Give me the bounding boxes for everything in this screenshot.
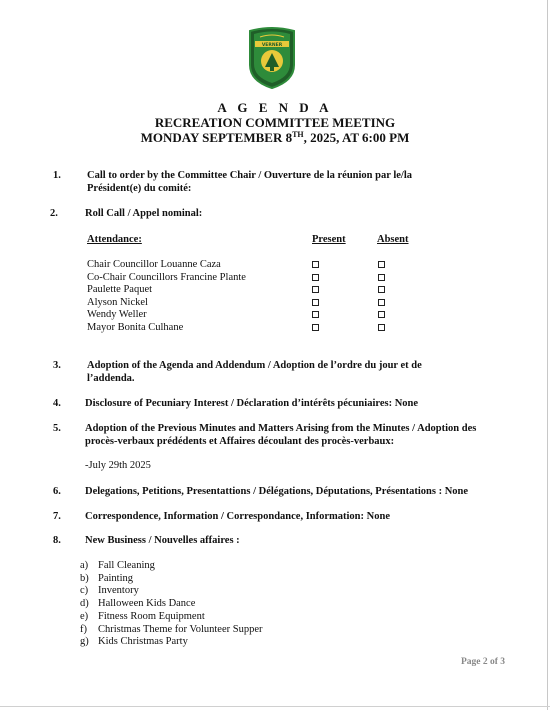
- present-checkbox[interactable]: [312, 261, 319, 268]
- present-checkbox[interactable]: [312, 299, 319, 306]
- item-3-text: Adoption of the Agenda and Addendum / Adoption de l’ordre du jour et de l’addenda.: [87, 360, 422, 384]
- member-name: Wendy Weller: [87, 309, 147, 320]
- list-item: g) Kids Christmas Party: [80, 636, 188, 648]
- item-6-number: 6.: [53, 486, 61, 497]
- attendance-row: [87, 309, 407, 322]
- member-name: Mayor Bonita Culhane: [87, 321, 184, 333]
- item-1-text: Call to order by the Committee Chair / Ouverture de la réunion par le/la Président(e) du comité:: [87, 170, 412, 194]
- item-7-number: 7.: [53, 511, 61, 522]
- attendance-label: Attendance:: [87, 234, 142, 245]
- item-7-text: Correspondence, Information / Correspondance, Information: None: [85, 511, 390, 522]
- absent-checkbox[interactable]: [378, 261, 385, 268]
- meeting-date: MONDAY SEPTEMBER 8TH, 2025, AT 6:00 PM: [140, 130, 410, 145]
- item-6-text: Delegations, Petitions, Presentattions / Délégations, Députations, Présentations : None: [85, 486, 469, 497]
- absent-checkbox[interactable]: [378, 274, 385, 281]
- item-4-number: 4.: [53, 398, 61, 409]
- present-checkbox[interactable]: [312, 274, 319, 281]
- absent-checkbox[interactable]: [378, 324, 385, 331]
- list-item: f) Christmas Theme for Volunteer Supper: [80, 623, 263, 635]
- list-item: b) Painting: [80, 572, 134, 584]
- municipal-crest-logo: [248, 25, 296, 89]
- item-5-text: Adoption of the Previous Minutes and Matters Arising from the Minutes / Adoption des procès-verbaux prédédents et Affaires découlant des procès-verbaux:: [85, 423, 477, 447]
- item-4-text: Disclosure of Pecuniary Interest / Déclaration d’intérêts pécuniaires: None: [85, 398, 419, 409]
- member-name: Paulette Paquet: [87, 284, 153, 295]
- member-name: Alyson Nickel: [87, 296, 148, 308]
- attendance-row: [87, 272, 407, 285]
- member-name: Co-Chair Councillors Francine Plante: [87, 271, 246, 283]
- absent-column-header: Absent: [377, 234, 409, 245]
- present-checkbox[interactable]: [312, 311, 319, 318]
- logo-text: VERNER: [261, 43, 283, 48]
- list-item: e) Fitness Room Equipment: [80, 610, 205, 622]
- previous-minutes-date: -July 29th 2025: [85, 460, 151, 471]
- member-name: Chair Councillor Louanne Caza: [87, 259, 221, 270]
- agenda-heading: A G E N D A: [217, 100, 333, 115]
- page-edge-bottom: [0, 706, 550, 707]
- item-2-text: Roll Call / Appel nominal:: [85, 208, 203, 219]
- list-item: c) Inventory: [80, 585, 139, 597]
- attendance-row: [87, 297, 407, 310]
- list-item: d) Halloween Kids Dance: [80, 598, 196, 610]
- absent-checkbox[interactable]: [378, 299, 385, 306]
- absent-checkbox[interactable]: [378, 311, 385, 318]
- attendance-row: [87, 259, 407, 272]
- present-column-header: Present: [312, 234, 346, 245]
- meeting-title: RECREATION COMMITTEE MEETING: [154, 115, 396, 130]
- item-8-text: New Business / Nouvelles affaires :: [85, 535, 240, 546]
- item-8-number: 8.: [53, 535, 61, 546]
- page-number: Page 2 of 3: [461, 657, 506, 667]
- item-1-number: 1.: [53, 170, 61, 181]
- present-checkbox[interactable]: [312, 324, 319, 331]
- item-3-number: 3.: [53, 360, 61, 371]
- item-5-number: 5.: [53, 423, 61, 434]
- absent-checkbox[interactable]: [378, 286, 385, 293]
- item-2-number: 2.: [50, 208, 58, 219]
- attendance-row: [87, 322, 407, 335]
- list-item: a) Fall Cleaning: [80, 560, 155, 571]
- present-checkbox[interactable]: [312, 286, 319, 293]
- attendance-row: [87, 284, 407, 297]
